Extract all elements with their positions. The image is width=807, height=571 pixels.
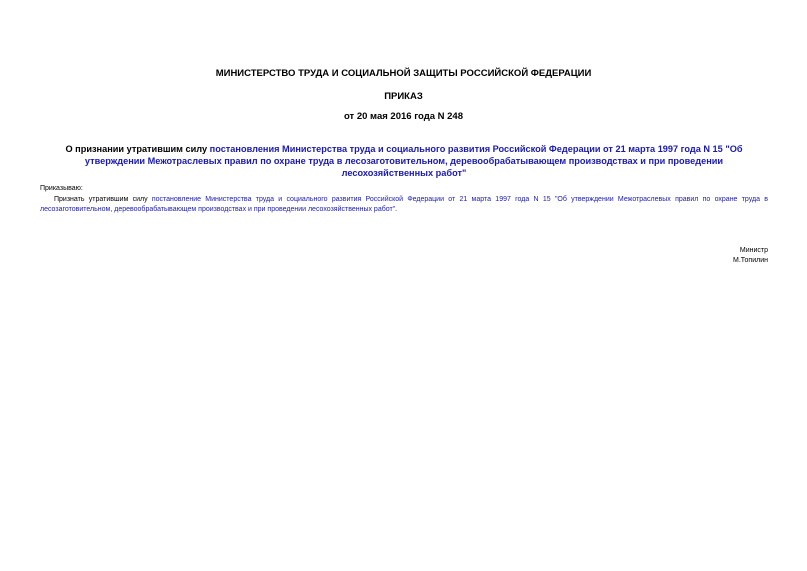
subject-prefix: О признании утратившим силу [65,144,210,154]
document-subject [40,143,768,179]
signatory-title: Министр [739,247,768,254]
order-paragraph [40,195,768,215]
order-intro: Приказываю: [40,185,83,192]
ministry-heading: МИНИСТЕРСТВО ТРУДА И СОЦИАЛЬНОЙ ЗАЩИТЫ РОССИЙСКОЙ ФЕДЕРАЦИИ [215,68,592,79]
signatory-name: М.Топилин [733,257,768,264]
paragraph-suffix: . [395,206,398,213]
document-type: ПРИКАЗ [384,91,423,102]
document-date-number: от 20 мая 2016 года N 248 [343,111,464,122]
paragraph-resolution-link[interactable]: постановление Министерства труда и социального развития Российской Федерации от 21 марта 1997 года N 15 "Об утверждении Межотраслевых правил по охране труда в лесозаготовительном, деревообрабатывающем производствах и при проведении лесохозяйственных работ" [40,196,768,213]
subject-resolution-link[interactable]: постановления Министерства труда и социального развития Российской Федерации от 21 марта 1997 года N 15 "Об утверждении Межотраслевых правил по охране труда в лесозаготовительном, деревообрабатывающем производствах и при проведении лесохозяйственных работ" [84,144,743,178]
paragraph-prefix: Признать утратившим силу [54,196,152,203]
